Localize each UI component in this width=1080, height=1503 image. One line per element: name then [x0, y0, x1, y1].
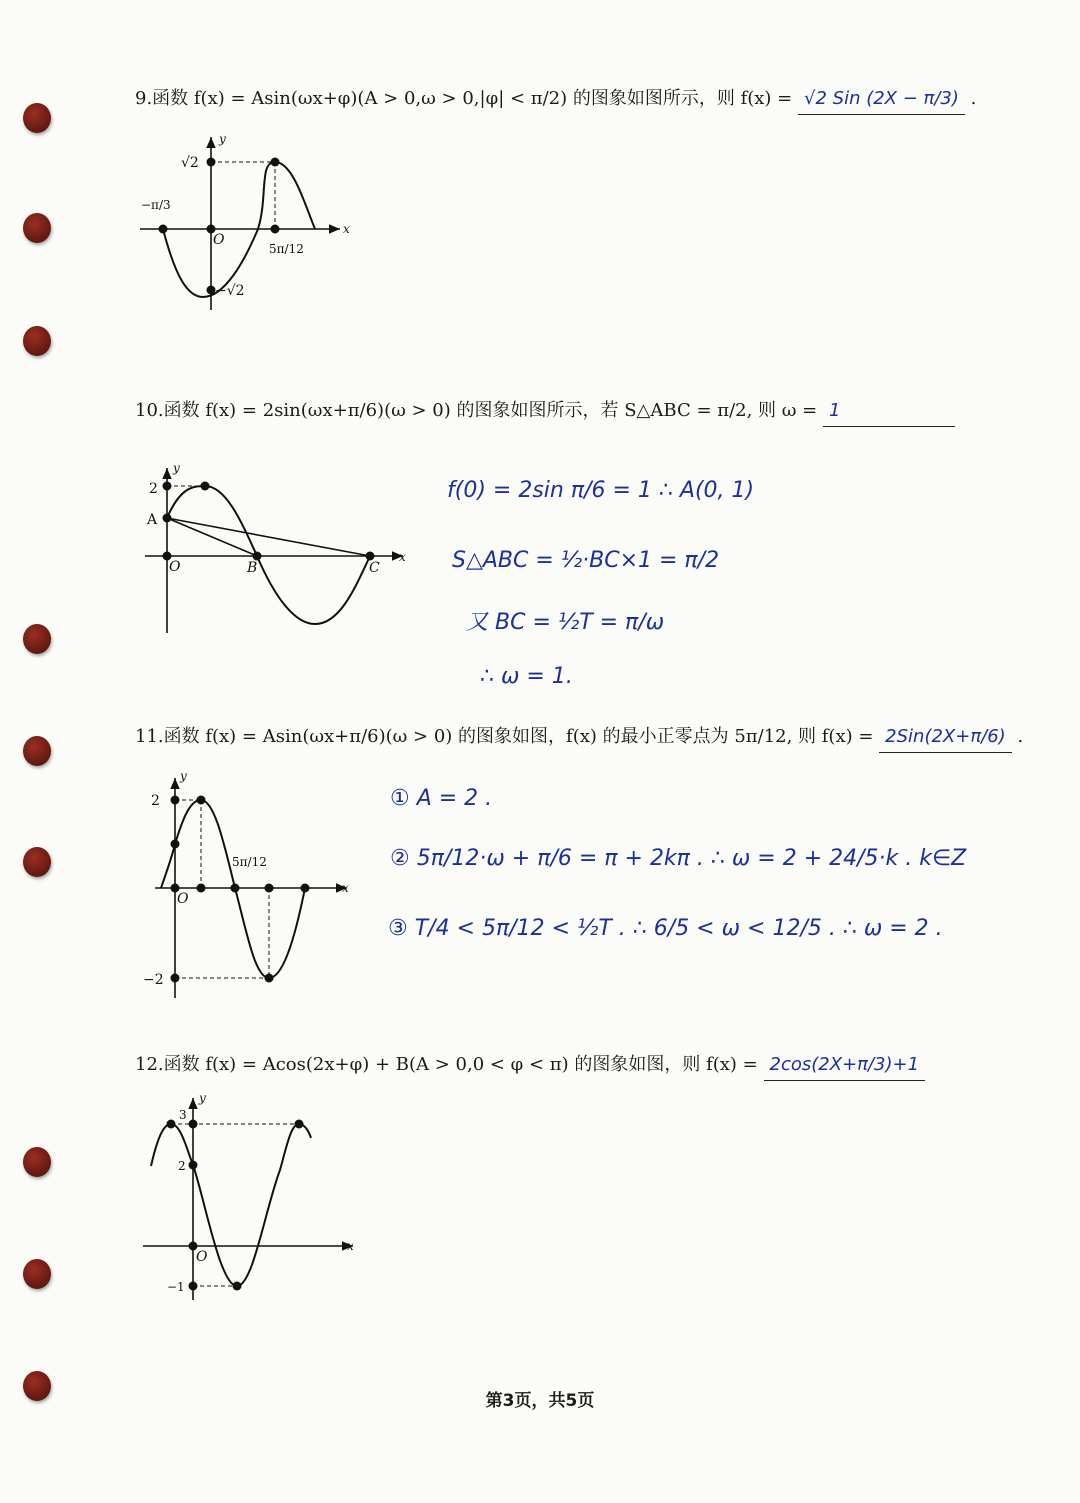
origin-label: O — [169, 559, 181, 575]
question-12-text: 12.函数 f(x) = Acos(2x+φ) + B(A > 0,0 < φ < π) 的图象如图，则 f(x) = — [135, 1054, 758, 1075]
point-b-label: B — [247, 560, 258, 576]
peak-x-label: 5π/12 — [269, 242, 304, 256]
answer-blank-9[interactable] — [798, 84, 965, 115]
cosine-curve — [151, 1124, 311, 1286]
handwritten-answer-10: 1 — [828, 400, 841, 421]
binder-hole — [23, 326, 51, 356]
zero-x-label: 5π/12 — [232, 855, 267, 869]
graph-q9 — [135, 125, 365, 315]
graph-q11 — [135, 768, 365, 1003]
question-9-text: 9.函数 f(x) = Asin(ωx+φ)(A > 0,ω > 0,|φ| < π/2) 的图象如图所示，则 f(x) = — [135, 88, 793, 109]
work-line: f(0) = 2sin π/6 = 1 ∴ A(0, 1) — [447, 478, 755, 503]
binder-hole — [23, 624, 51, 654]
trough-y-label: −√2 — [215, 283, 245, 299]
y-min-label: −2 — [143, 972, 164, 988]
binder-hole — [23, 1147, 51, 1177]
answer-blank-12[interactable] — [764, 1050, 926, 1081]
work-line: ② 5π/12·ω + π/6 = π + 2kπ . ∴ ω = 2 + 24/5·k . k∈Z — [390, 846, 967, 871]
work-line: ① A = 2 . — [390, 786, 493, 811]
answer-blank-11[interactable] — [879, 722, 1012, 753]
y-max-label: 2 — [149, 481, 158, 497]
x-axis-label: x — [347, 1239, 354, 1253]
y-max-label: 3 — [179, 1108, 187, 1122]
question-10 — [135, 396, 955, 427]
x-axis-label: x — [343, 222, 350, 236]
binder-hole — [23, 213, 51, 243]
y-min-label: −1 — [167, 1280, 185, 1294]
binder-hole — [23, 1259, 51, 1289]
work-line: ∴ ω = 1. — [480, 664, 573, 689]
graph-q12 — [135, 1090, 365, 1305]
handwritten-answer-11: 2Sin(2X+π/6) — [885, 726, 1006, 747]
answer-blank-10[interactable] — [823, 396, 955, 427]
y-axis-label: y — [180, 769, 187, 783]
y-axis-label: y — [199, 1091, 206, 1105]
y-max-label: 2 — [151, 793, 160, 809]
sine-curve — [167, 486, 370, 624]
point-a-label: A — [147, 512, 158, 528]
point-c-label: C — [369, 560, 380, 576]
period: . — [970, 88, 977, 109]
question-11 — [135, 722, 1023, 753]
x-axis-label: x — [399, 550, 406, 564]
question-9 — [135, 84, 976, 115]
question-10-text: 10.函数 f(x) = 2sin(ωx+π/6)(ω > 0) 的图象如图所示，若 S△ABC = π/2, 则 ω = — [135, 400, 818, 421]
x-axis-label: x — [342, 881, 349, 895]
work-line: 又 BC = ½T = π/ω — [466, 610, 665, 635]
left-zero-label: −π/3 — [141, 198, 171, 212]
peak-y-label: √2 — [181, 155, 199, 171]
origin-label: O — [177, 891, 189, 907]
origin-label: O — [213, 232, 225, 248]
binder-hole — [23, 103, 51, 133]
binder-hole — [23, 847, 51, 877]
work-line: ③ T/4 < 5π/12 < ½T . ∴ 6/5 < ω < 12/5 . ∴ ω = 2 . — [388, 916, 943, 941]
handwritten-answer-9: √2 Sin (2X − π/3) — [804, 88, 959, 109]
binder-hole — [23, 736, 51, 766]
handwritten-answer-12: 2cos(2X+π/3)+1 — [769, 1054, 920, 1075]
work-line: S△ABC = ½·BC×1 = π/2 — [452, 548, 720, 573]
question-12 — [135, 1050, 925, 1081]
y-mid-label: 2 — [178, 1159, 186, 1173]
page-footer: 第3页，共5页 — [485, 1391, 595, 1411]
origin-label: O — [196, 1249, 208, 1265]
question-11-text: 11.函数 f(x) = Asin(ωx+π/6)(ω > 0) 的图象如图，f(x) 的最小正零点为 5π/12, 则 f(x) = — [135, 726, 874, 747]
graph-q10 — [135, 458, 415, 638]
period: . — [1017, 726, 1024, 747]
y-axis-label: y — [173, 461, 180, 475]
y-axis-label: y — [219, 132, 226, 146]
